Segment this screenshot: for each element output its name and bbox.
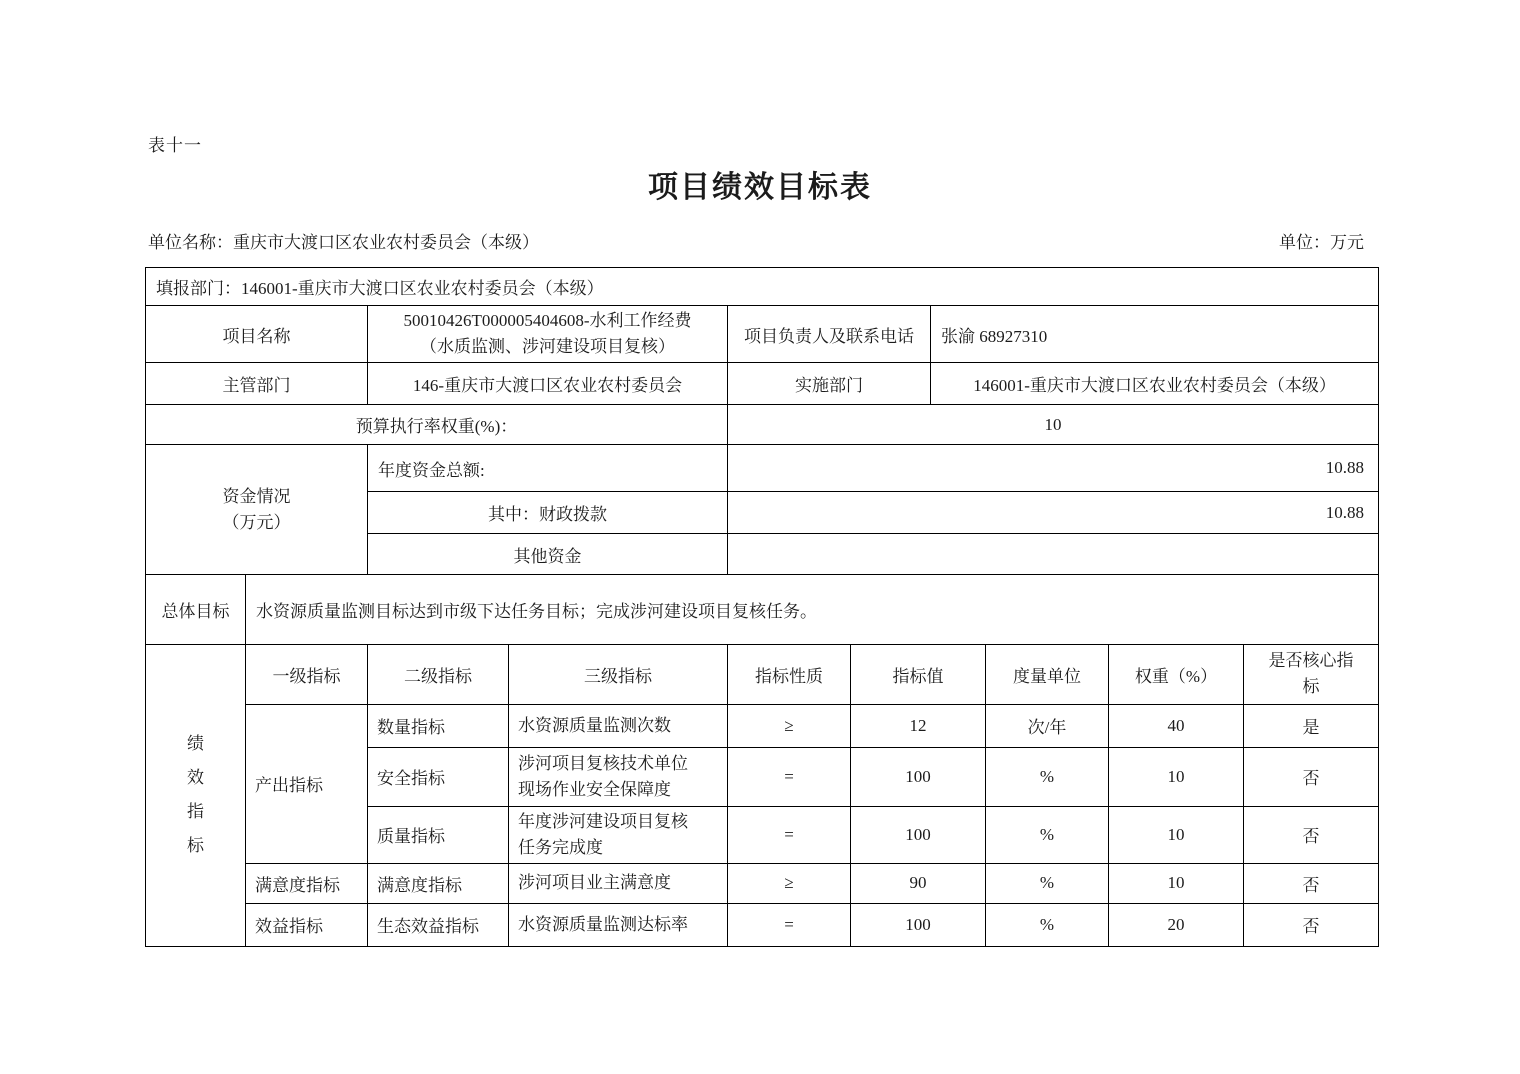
performance-indicators-table	[145, 574, 1379, 947]
level3-cell: 水资源质量监测次数	[509, 704, 728, 747]
core-cell: 否	[1244, 747, 1379, 806]
funds-group-line2: （万元）	[222, 512, 291, 532]
nature-cell: ≥	[728, 863, 851, 903]
fiscal-allocation-value-cell: 10.88	[728, 492, 1379, 534]
nature-cell: =	[728, 747, 851, 806]
weight-cell: 40	[1109, 704, 1244, 747]
project-name-value-cell	[368, 306, 728, 363]
header-level2: 二级指标	[368, 644, 509, 704]
level1-cell: 满意度指标	[246, 863, 368, 903]
nature-cell: =	[728, 903, 851, 946]
level2-cell: 安全指标	[368, 747, 509, 806]
table-row	[146, 445, 1379, 492]
header-level1: 一级指标	[246, 644, 368, 704]
supervisor-value-cell: 146-重庆市大渡口区农业农村委员会	[368, 363, 728, 405]
overall-goal-label-cell: 总体目标	[146, 574, 246, 644]
group-char-2: 效	[187, 768, 204, 787]
unit-info-row	[148, 228, 1364, 253]
core-cell: 否	[1244, 903, 1379, 946]
table-row	[146, 306, 1379, 363]
header-nature: 指标性质	[728, 644, 851, 704]
nature-cell: ≥	[728, 704, 851, 747]
indicator-row	[146, 863, 1379, 903]
currency-unit-label: 单位：万元	[1279, 233, 1364, 252]
project-info-table	[145, 267, 1379, 575]
level1-cell: 产出指标	[246, 704, 368, 863]
weight-cell: 10	[1109, 806, 1244, 863]
budget-weight-value-cell: 10	[728, 405, 1379, 445]
level2-cell: 质量指标	[368, 806, 509, 863]
unit-cell: %	[986, 903, 1109, 946]
core-cell: 否	[1244, 806, 1379, 863]
unit-cell: %	[986, 863, 1109, 903]
project-name-line1: 50010426T000005404608-水利工作经费	[403, 311, 692, 330]
manager-value-cell: 张渝 68927310	[931, 306, 1379, 363]
unit-cell: %	[986, 747, 1109, 806]
table-row	[146, 405, 1379, 445]
budget-weight-label-cell: 预算执行率权重(%)：	[146, 405, 728, 445]
annual-total-label-cell: 年度资金总额:	[368, 445, 728, 492]
value-cell: 100	[851, 806, 986, 863]
weight-cell: 10	[1109, 747, 1244, 806]
value-cell: 100	[851, 903, 986, 946]
annual-total-value-cell: 10.88	[728, 445, 1379, 492]
table-row	[146, 268, 1379, 306]
group-char-4: 标	[187, 836, 204, 855]
indicator-row	[146, 903, 1379, 946]
other-funds-label-cell: 其他资金	[368, 534, 728, 575]
page-title: 项目绩效目标表	[648, 171, 872, 204]
unit-cell: 次/年	[986, 704, 1109, 747]
value-cell: 100	[851, 747, 986, 806]
core-cell: 否	[1244, 863, 1379, 903]
overall-goal-text-cell: 水资源质量监测目标达到市级下达任务目标；完成涉河建设项目复核任务。	[246, 574, 1379, 644]
performance-indicator-group-cell	[146, 644, 246, 946]
group-char-1: 绩	[187, 734, 204, 753]
project-name-label-cell: 项目名称	[146, 306, 368, 363]
level2-cell: 生态效益指标	[368, 903, 509, 946]
level3-cell: 年度涉河建设项目复核任务完成度	[509, 806, 728, 863]
unit-name-label: 单位名称：重庆市大渡口区农业农村委员会（本级）	[148, 233, 539, 252]
unit-cell: %	[986, 806, 1109, 863]
level3-cell: 水资源质量监测达标率	[509, 903, 728, 946]
table-row	[146, 363, 1379, 405]
funds-group-line1: 资金情况	[222, 486, 291, 506]
value-cell: 90	[851, 863, 986, 903]
filing-department-cell: 填报部门：146001-重庆市大渡口区农业农村委员会（本级）	[146, 268, 1379, 306]
level2-cell: 数量指标	[368, 704, 509, 747]
project-name-line2: （水质监测、涉河建设项目复核）	[420, 337, 675, 356]
header-core: 是否核心指标	[1244, 644, 1379, 704]
weight-cell: 20	[1109, 903, 1244, 946]
indicator-row	[146, 704, 1379, 747]
level3-cell: 涉河项目业主满意度	[509, 863, 728, 903]
group-char-3: 指	[187, 802, 204, 821]
core-cell: 是	[1244, 704, 1379, 747]
value-cell: 12	[851, 704, 986, 747]
weight-cell: 10	[1109, 863, 1244, 903]
nature-cell: =	[728, 806, 851, 863]
implementer-value-cell: 146001-重庆市大渡口区农业农村委员会（本级）	[931, 363, 1379, 405]
table-number-label: 表十一	[148, 136, 202, 155]
other-funds-value-cell	[728, 534, 1379, 575]
funds-group-label-cell	[146, 445, 368, 575]
header-level3: 三级指标	[509, 644, 728, 704]
header-weight: 权重（%）	[1109, 644, 1244, 704]
manager-label-cell: 项目负责人及联系电话	[728, 306, 931, 363]
performance-target-table	[145, 267, 1378, 947]
overall-goal-row	[146, 574, 1379, 644]
header-value: 指标值	[851, 644, 986, 704]
level3-cell: 涉河项目复核技术单位现场作业安全保障度	[509, 747, 728, 806]
indicator-header-row	[146, 644, 1379, 704]
level1-cell: 效益指标	[246, 903, 368, 946]
header-unit: 度量单位	[986, 644, 1109, 704]
fiscal-allocation-label-cell: 其中：财政拨款	[368, 492, 728, 534]
level2-cell: 满意度指标	[368, 863, 509, 903]
implementer-label-cell: 实施部门	[728, 363, 931, 405]
supervisor-label-cell: 主管部门	[146, 363, 368, 405]
